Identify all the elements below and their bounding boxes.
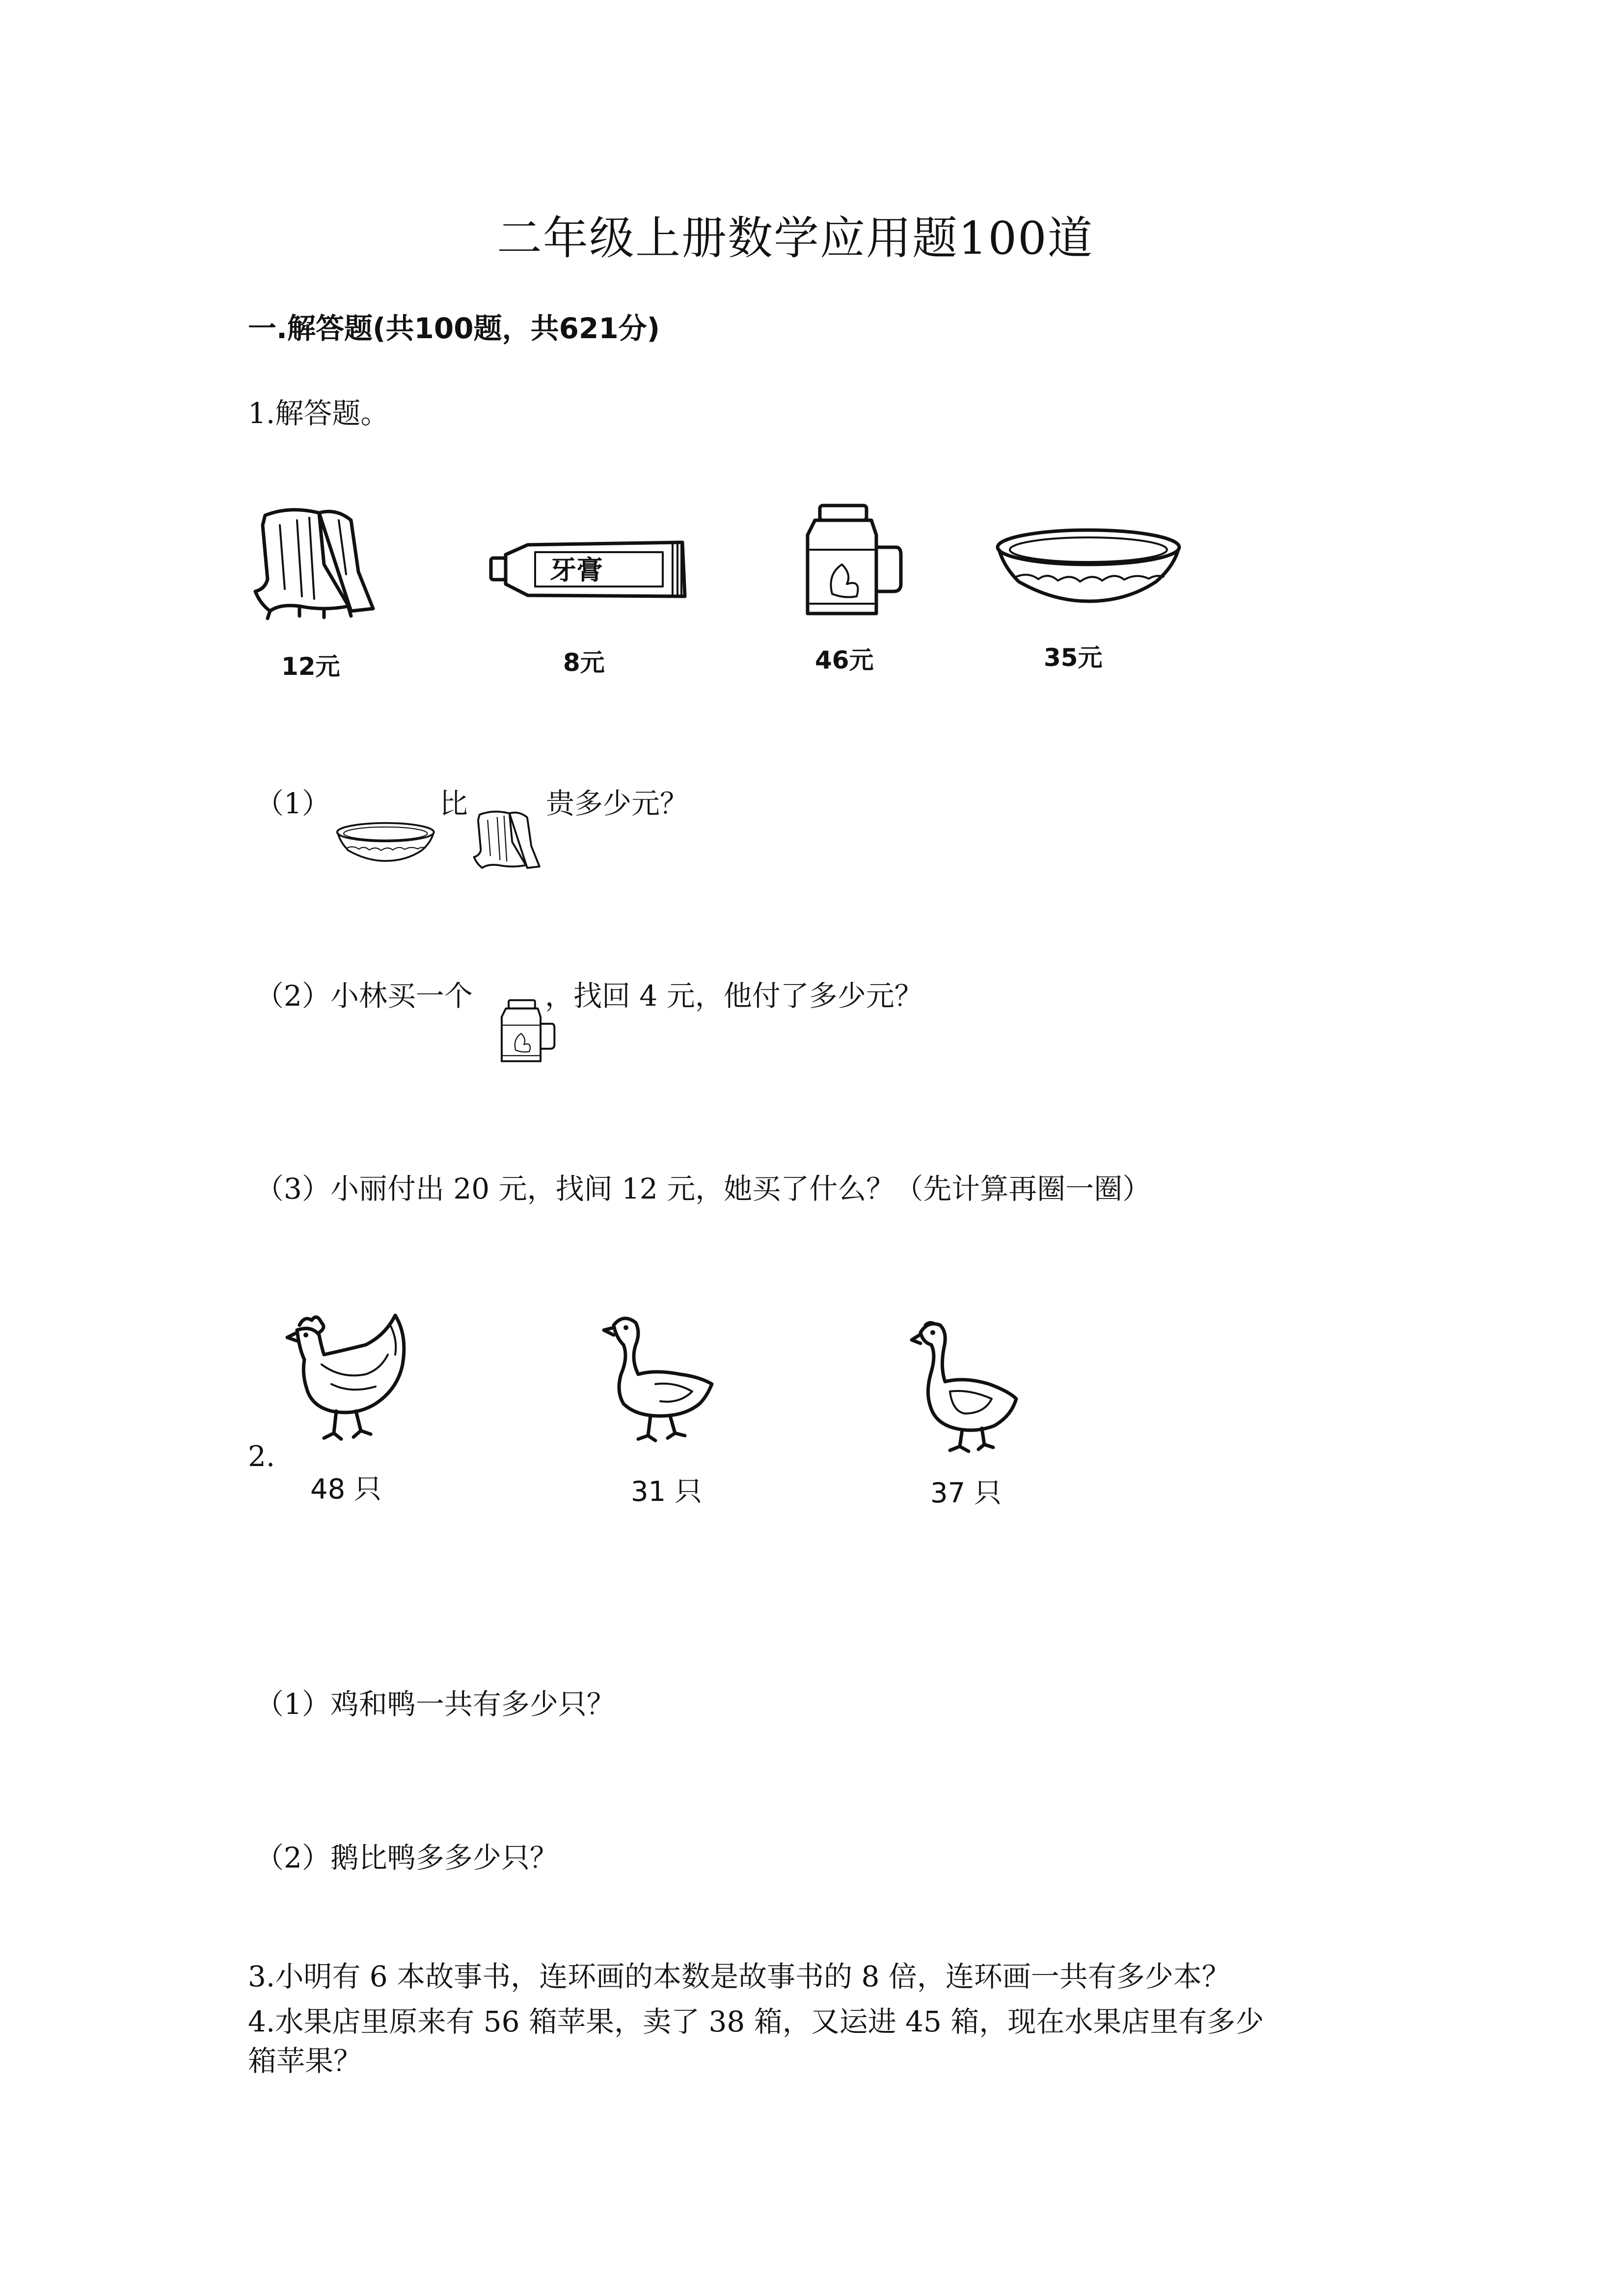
- q1-sub2-suffix: ，找回 4 元，他付了多少元？: [545, 979, 923, 1013]
- question-2-number: 2.: [248, 1440, 275, 1473]
- price-basin: 35元: [1044, 643, 1103, 672]
- thermos-cup-icon: [793, 501, 906, 618]
- price-toothpaste: 8元: [563, 648, 605, 677]
- q1-sub3: （3）小丽付出 20 元，找间 12 元，她买了什么？（先计算再圈一圈）: [255, 1172, 1151, 1205]
- count-goose: 37 只: [930, 1477, 1002, 1509]
- price-towel: 12元: [281, 652, 340, 681]
- q2-sub2: （2）鹅比鸭多多少只？: [255, 1841, 558, 1874]
- q1-sub2-prefix: （2）小林买一个: [255, 979, 473, 1013]
- count-duck: 31 只: [631, 1476, 703, 1508]
- question-4-line1: 4.水果店里原来有 56 箱苹果，卖了 38 箱，又运进 45 箱，现在水果店里有多少: [248, 2005, 1264, 2038]
- towel-small-icon: [471, 809, 545, 875]
- section-heading: 一.解答题(共100题，共621分): [248, 312, 660, 345]
- goose-icon: [911, 1313, 1024, 1455]
- basin-icon: [994, 528, 1183, 611]
- q2-sub1: （1）鸡和鸭一共有多少只？: [255, 1687, 615, 1721]
- price-thermos: 46元: [815, 646, 874, 674]
- question-1-heading: 1.解答题。: [248, 397, 389, 430]
- towel-icon: [250, 506, 383, 623]
- chicken-icon: [277, 1306, 415, 1448]
- count-chicken: 48 只: [310, 1473, 382, 1505]
- basin-small-icon: [335, 821, 436, 867]
- toothpaste-icon: [491, 533, 692, 606]
- q1-sub1-suffix: 贵多少元？: [546, 787, 689, 820]
- toothpaste-label: 牙膏: [550, 555, 603, 586]
- question-4-line2: 箱苹果？: [248, 2044, 362, 2078]
- duck-icon: [601, 1310, 719, 1443]
- question-3: 3.小明有 6 本故事书，连环画的本数是故事书的 8 倍，连环画一共有多少本？: [248, 1960, 1230, 1993]
- q1-sub1-prefix: （1）: [255, 787, 330, 820]
- page-title: 二年级上册数学应用题100道: [497, 212, 1094, 265]
- q1-sub1-mid: 比: [439, 787, 468, 820]
